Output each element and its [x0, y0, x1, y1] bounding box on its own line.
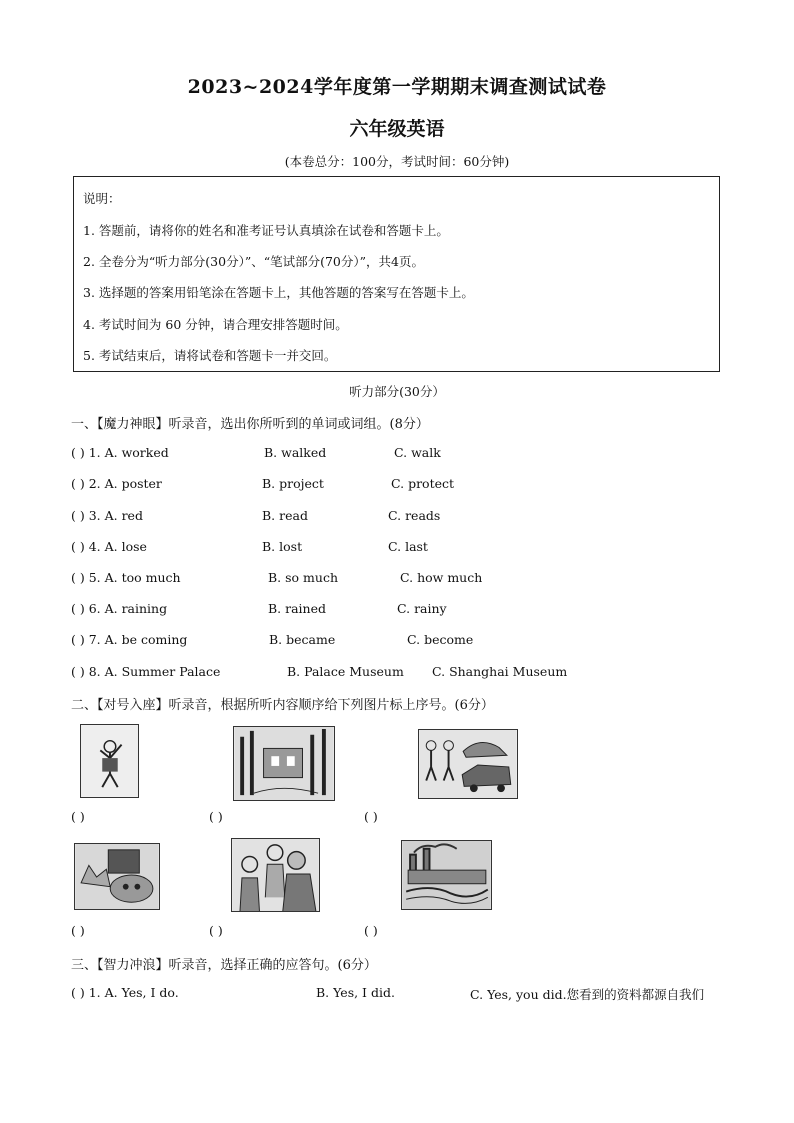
section3-question-1-b: B. Yes, I did.	[316, 985, 395, 1000]
picture-boy-waving	[80, 724, 139, 798]
blank-paren: ( )	[209, 923, 223, 938]
question-8-a: ( ) 8. A. Summer Palace	[71, 664, 221, 679]
question-4-b: B. lost	[262, 539, 303, 554]
blank-paren: ( )	[71, 809, 85, 824]
question-4-a: ( ) 4. A. lose	[71, 539, 147, 554]
instruction-item: 1. 答题前，请将你的姓名和准考证号认真填涂在试卷和答题卡上。	[83, 223, 449, 238]
question-7-c: C. become	[407, 632, 474, 647]
instruction-item: 5. 考试结束后，请将试卷和答题卡一并交回。	[83, 348, 337, 363]
instruction-item: 3. 选择题的答案用铅笔涂在答题卡上，其他答题的答案写在答题卡上。	[83, 285, 474, 300]
instruction-item: 2. 全卷分为“听力部分(30分）”、“笔试部分(70分）”，共4页。	[83, 254, 424, 269]
blank-paren: ( )	[364, 809, 378, 824]
picture-cat-book	[74, 843, 160, 910]
question-5-c: C. how much	[400, 570, 483, 585]
question-2-b: B. project	[262, 476, 324, 491]
blank-paren: ( )	[209, 809, 223, 824]
instructions-box	[73, 176, 720, 372]
question-5-b: B. so much	[268, 570, 339, 585]
question-6-b: B. rained	[268, 601, 327, 616]
exam-meta: (本卷总分：100分，考试时间：60分钟)	[284, 154, 510, 169]
picture-car-crash	[418, 729, 518, 799]
question-7-a: ( ) 7. A. be coming	[71, 632, 188, 647]
question-4-c: C. last	[388, 539, 428, 554]
question-5-a: ( ) 5. A. too much	[71, 570, 181, 585]
question-2-c: C. protect	[391, 476, 455, 491]
picture-factory-pollution	[401, 840, 492, 910]
question-1-a: ( ) 1. A. worked	[71, 445, 169, 460]
question-3-c: C. reads	[388, 508, 441, 523]
question-1-c: C. walk	[394, 445, 441, 460]
blank-paren: ( )	[364, 923, 378, 938]
section3-title: 三、【智力冲浪】听录音，选择正确的应答句。(6分）	[71, 958, 377, 973]
exam-title: 2023~2024学年度第一学期期末调查测试试卷	[187, 76, 607, 98]
picture-trees-house	[233, 726, 335, 801]
section3-question-1-a: ( ) 1. A. Yes, I do.	[71, 985, 179, 1000]
section2-title: 二、【对号入座】听录音，根据所听内容顺序给下列图片标上序号。(6分）	[71, 698, 494, 713]
question-1-b: B. walked	[264, 445, 327, 460]
section1-title: 一、【魔力神眼】听录音，选出你所听到的单词或词组。(8分）	[71, 417, 429, 432]
exam-subtitle: 六年级英语	[349, 118, 445, 140]
instruction-item: 4. 考试时间为 60 分钟，请合理安排答题时间。	[83, 317, 348, 332]
instructions-heading: 说明：	[83, 191, 121, 206]
question-6-a: ( ) 6. A. raining	[71, 601, 168, 616]
question-8-b: B. Palace Museum	[287, 664, 404, 679]
question-7-b: B. became	[269, 632, 336, 647]
listening-part-heading: 听力部分(30分）	[349, 384, 445, 399]
picture-people-group	[231, 838, 320, 912]
question-2-a: ( ) 2. A. poster	[71, 476, 162, 491]
section3-question-1-c: C. Yes, you did.您看到的资料都源自我们	[470, 987, 705, 1002]
question-8-c: C. Shanghai Museum	[432, 664, 568, 679]
blank-paren: ( )	[71, 923, 85, 938]
question-3-a: ( ) 3. A. red	[71, 508, 143, 523]
question-6-c: C. rainy	[397, 601, 447, 616]
question-3-b: B. read	[262, 508, 308, 523]
